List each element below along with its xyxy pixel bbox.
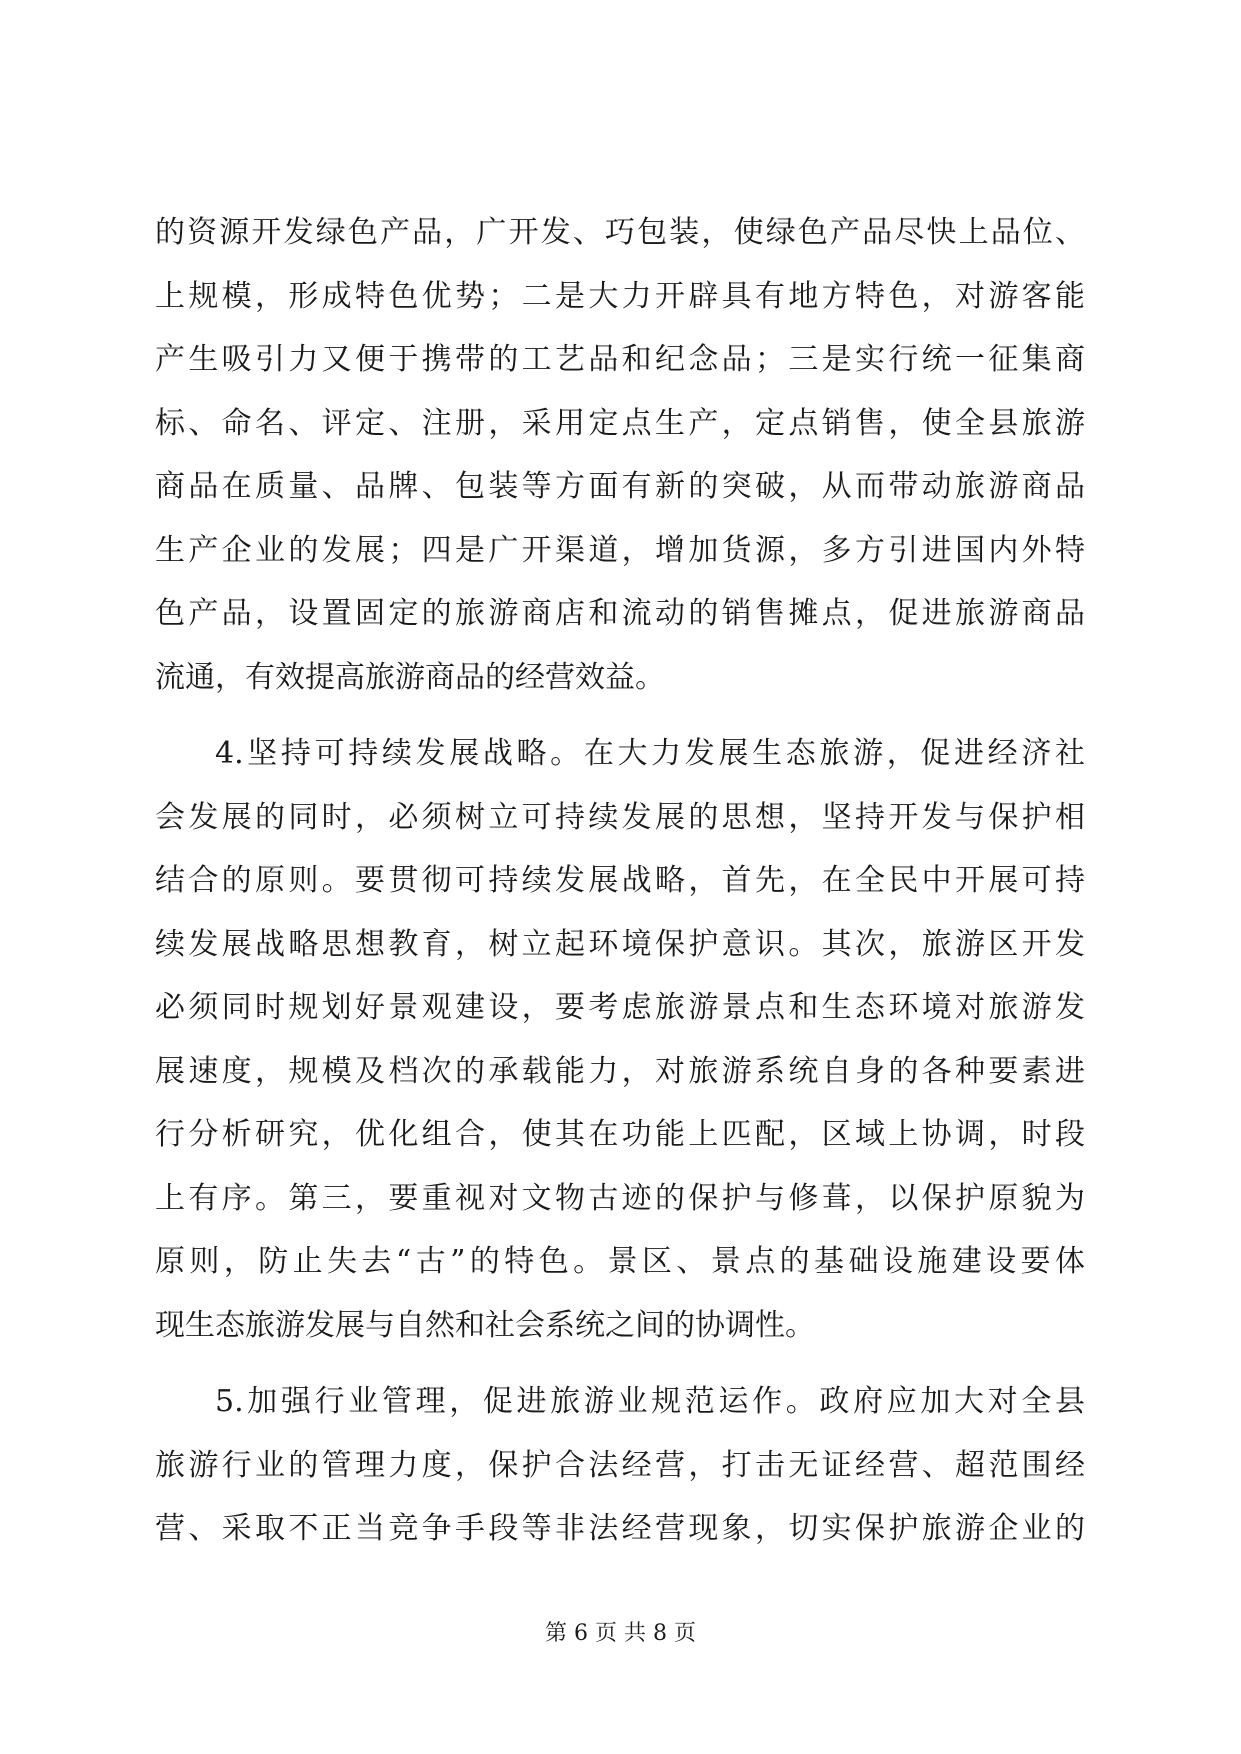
page-number-footer: 第 6 页 共 8 页 xyxy=(545,1621,696,1646)
text-line: 的资源开发绿色产品，广开发、巧包装，使绿色产品尽快上品位、 xyxy=(155,215,1085,250)
text-line: 生产企业的发展；四是广开渠道，增加货源，多方引进国内外特 xyxy=(155,532,1085,568)
paragraph-5-first-line: 5.加强行业管理，促进旅游业规范运作。政府应加大对全县 xyxy=(215,1384,1085,1419)
text-line: 产生吸引力又便于携带的工艺品和纪念品；三是实行统一征集商 xyxy=(155,342,1085,377)
text-line-paragraph-end: 现生态旅游发展与自然和社会系统之间的协调性。 xyxy=(155,1307,815,1343)
body-text xyxy=(155,215,1085,1578)
text-line: 标、命名、评定、注册，采用定点生产，定点销售，使全县旅游 xyxy=(155,405,1085,441)
text-line: 商品在质量、品牌、包装等方面有新的突破，从而带动旅游商品 xyxy=(155,469,1085,504)
paragraph-4-first-line: 4.坚持可持续发展战略。在大力发展生态旅游，促进经济社 xyxy=(215,736,1085,771)
text-line: 上有序。第三，要重视对文物古迹的保护与修葺，以保护原貌为 xyxy=(155,1180,1085,1216)
text-line: 上规模，形成特色优势；二是大力开辟具有地方特色，对游客能 xyxy=(155,278,1085,314)
text-line-paragraph-end: 流通，有效提高旅游商品的经营效益。 xyxy=(155,659,665,695)
text-line: 营、采取不正当竞争手段等非法经营现象，切实保护旅游企业的 xyxy=(155,1511,1085,1546)
text-line: 结合的原则。要贯彻可持续发展战略，首先，在全民中开展可持 xyxy=(155,863,1085,898)
text-line: 旅游行业的管理力度，保护合法经营，打击无证经营、超范围经 xyxy=(155,1447,1085,1483)
text-line: 续发展战略思想教育，树立起环境保护意识。其次，旅游区开发 xyxy=(155,926,1085,962)
text-line: 行分析研究，优化组合，使其在功能上匹配，区域上协调，时段 xyxy=(155,1117,1085,1152)
text-line: 会发展的同时，必须树立可持续发展的思想，坚持开发与保护相 xyxy=(155,799,1085,835)
text-line: 色产品，设置固定的旅游商店和流动的销售摊点，促进旅游商品 xyxy=(155,596,1085,631)
text-line: 必须同时规划好景观建设，要考虑旅游景点和生态环境对旅游发 xyxy=(155,990,1085,1025)
text-line: 展速度，规模及档次的承载能力，对旅游系统自身的各种要素进 xyxy=(155,1053,1085,1089)
text-line: 原则，防止失去“古”的特色。景区、景点的基础设施建设要体 xyxy=(155,1244,1085,1279)
